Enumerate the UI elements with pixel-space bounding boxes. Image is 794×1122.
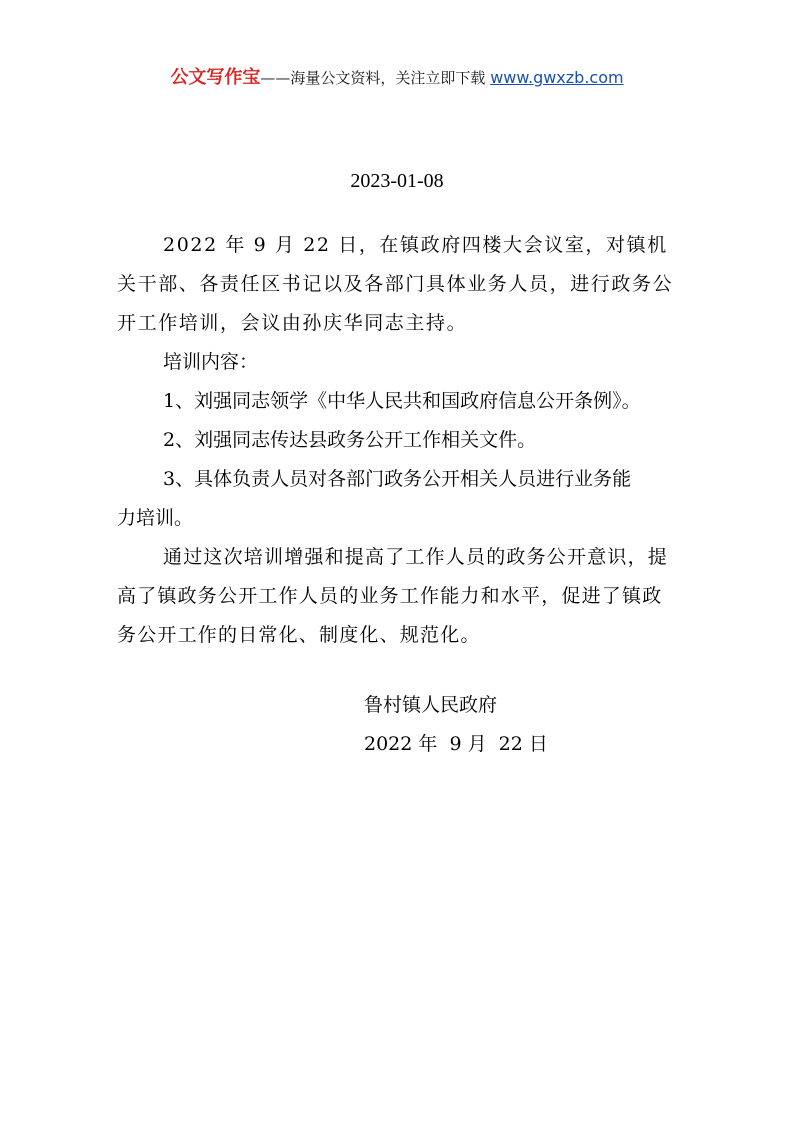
signature-block [364, 686, 694, 764]
brand-name: 公文写作宝 [170, 67, 261, 88]
signature-organization: 鲁村镇人民政府 [364, 694, 498, 716]
site-link[interactable]: www.gwxzb.com [490, 68, 624, 87]
signature-date: 2022 年 9 月 22 日 [364, 733, 548, 755]
document-date: 2023-01-08 [350, 170, 444, 192]
banner-slogan: 海量公文资料，关注立即下载 [290, 69, 486, 87]
document-body [117, 226, 682, 655]
banner-dash: —— [260, 69, 291, 87]
site-banner [0, 64, 794, 92]
content-heading: 培训内容： [163, 351, 259, 373]
list-item: 3、具体负责人员对各部门政务公开相关人员进行业务能力培训。 [117, 468, 632, 529]
list-item: 2、刘强同志传达县政务公开工作相关文件。 [163, 429, 537, 451]
closing-paragraph: 通过这次培训增强和提高了工作人员的政务公开意识，提高了镇政务公开工作人员的业务工作能力和水平，促进了镇政务公开工作的日常化、制度化、规范化。 [117, 546, 669, 646]
intro-paragraph: 2022 年 9 月 22 日，在镇政府四楼大会议室，对镇机关干部、各责任区书记以及各部门具体业务人员，进行政务公开工作培训，会议由孙庆华同志主持。 [117, 234, 674, 334]
list-item: 1、刘强同志领学《中华人民共和国政府信息公开条例》。 [163, 390, 641, 412]
